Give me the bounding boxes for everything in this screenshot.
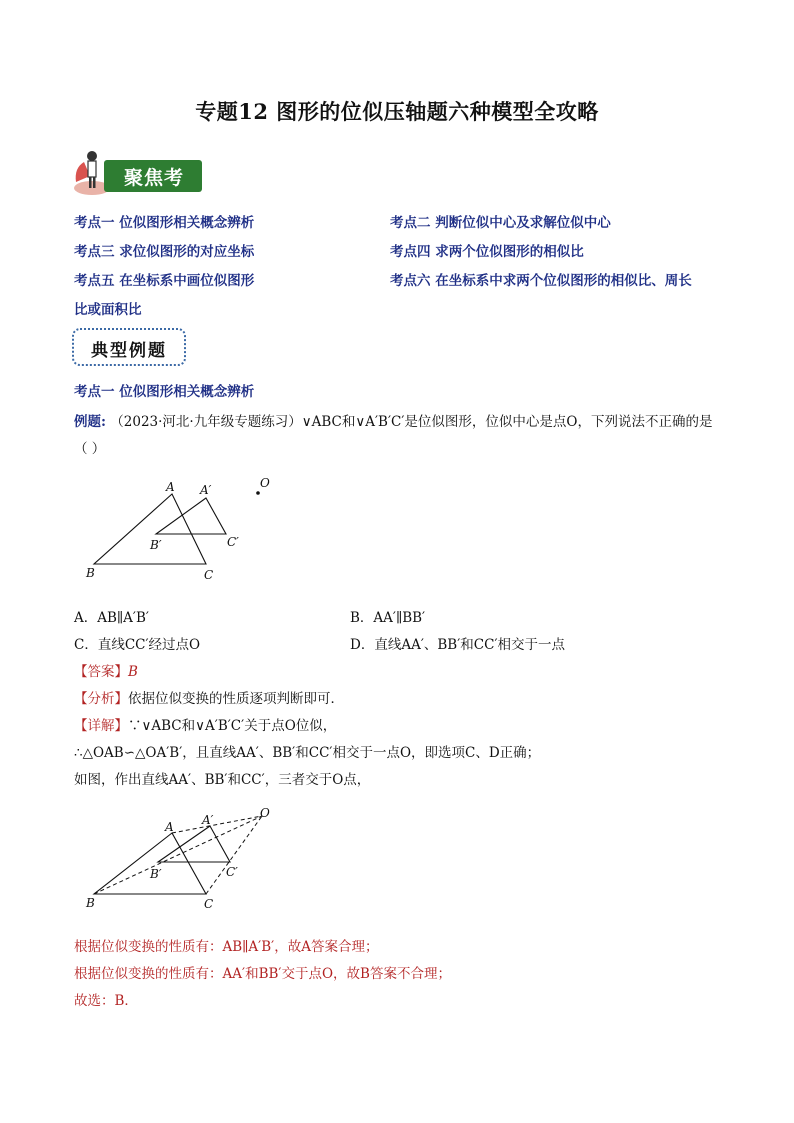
toc-item-6[interactable]: 考点六 在坐标系中求两个位似图形的相似比、周长: [390, 273, 692, 289]
detail-text-1: ∵∨ABC和∨A′B′C′关于点O位似，: [128, 718, 337, 734]
detail-line-4: 根据位似变换的性质有：AB∥A′B′，故A答案合理；: [74, 939, 379, 955]
toc-item-5[interactable]: 考点五 在坐标系中画位似图形: [74, 273, 255, 289]
fig2-label-B: B: [86, 896, 95, 910]
examples-badge-label: 典型例题: [91, 341, 167, 361]
option-A[interactable]: A．AB∥A′B′: [74, 610, 149, 626]
fig2-label-B1: B′: [150, 867, 162, 881]
detail-line-3: 如图，作出直线AA′、BB′和CC′，三者交于O点，: [74, 772, 371, 788]
example-question: [74, 410, 734, 430]
fig2-label-C: C: [204, 897, 214, 911]
example-label: 例题:: [74, 414, 106, 430]
fig2-label-A1: A′: [202, 813, 214, 827]
option-B[interactable]: B．AA′∥BB′: [350, 610, 426, 626]
answer-label: 【答案】: [74, 664, 128, 680]
detail-line-2: ∴△OAB∽△OA′B′，且直线AA′、BB′和CC′相交于一点O，即选项C、D正确；: [74, 745, 541, 761]
analysis-text: 依据位似变换的性质逐项判断即可．: [128, 691, 344, 707]
figure-2: [70, 800, 290, 915]
fig1-label-O: O: [260, 476, 270, 490]
toc-item-4[interactable]: 考点四 求两个位似图形的相似比: [390, 244, 584, 260]
figure-1: [70, 470, 290, 585]
page-title: 专题12 图形的位似压轴题六种模型全攻略: [195, 99, 599, 124]
toc-item-1[interactable]: 考点一 位似图形相关概念辨析: [74, 215, 255, 231]
answer-value: B: [128, 664, 138, 680]
fig2-label-O: O: [260, 806, 270, 820]
focus-badge: [70, 148, 202, 216]
examples-badge: [72, 328, 186, 366]
fig1-label-A: A: [166, 480, 175, 494]
example-paren: （ ）: [74, 441, 106, 457]
fig1-label-A1: A′: [200, 483, 212, 497]
toc-item-3[interactable]: 考点三 求位似图形的对应坐标: [74, 244, 255, 260]
analysis-label: 【分析】: [74, 691, 128, 707]
option-D[interactable]: D．直线AA′、BB′和CC′相交于一点: [350, 637, 566, 653]
fig1-label-C1: C′: [227, 535, 239, 549]
focus-badge-label: 聚焦考点: [124, 167, 185, 216]
detail-line-5: 根据位似变换的性质有：AA′和BB′交于点O，故B答案不合理；: [74, 966, 451, 982]
fig1-label-B1: B′: [150, 538, 162, 552]
fig2-label-A: A: [165, 820, 174, 834]
analysis-line: [74, 687, 344, 707]
section-heading: 考点一 位似图形相关概念辨析: [74, 384, 255, 400]
option-C[interactable]: C．直线CC′经过点O: [74, 637, 201, 653]
detail-line-6: 故选：B．: [74, 993, 138, 1009]
fig1-label-B: B: [86, 566, 95, 580]
toc-item-6-cont[interactable]: 比或面积比: [74, 302, 142, 318]
answer-line: [74, 660, 138, 680]
toc-item-2[interactable]: 考点二 判断位似中心及求解位似中心: [390, 215, 611, 231]
fig1-label-C: C: [204, 568, 214, 582]
example-text: （2023·河北·九年级专题练习）∨ABC和∨A′B′C′是位似图形，位似中心是点O，下列说法不正确的是: [110, 414, 713, 430]
detail-label: 【详解】: [74, 718, 128, 734]
fig2-label-C1: C′: [226, 865, 238, 879]
detail-line-1: [74, 714, 336, 734]
